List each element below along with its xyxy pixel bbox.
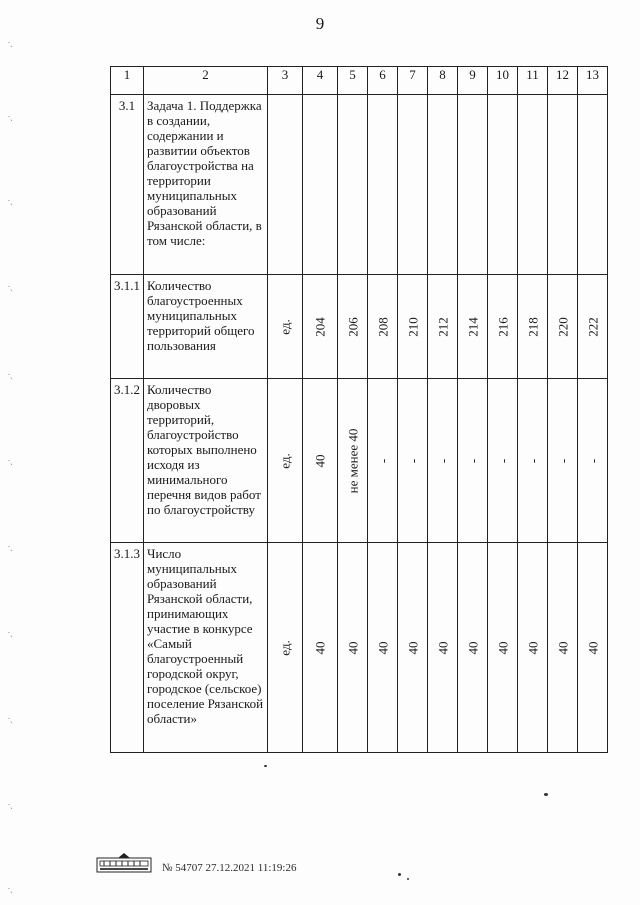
unit-text: ед. [277, 452, 293, 469]
row-description: Задача 1. Поддержка в создании, содержании и развитии объектов благоустройства на территории муниципальных образований Рязанской области, в том числе: [144, 95, 268, 275]
column-header: 8 [428, 67, 458, 95]
value-cell [578, 543, 608, 753]
value-cell [578, 275, 608, 379]
value-text: - [375, 458, 390, 463]
value-text: - [585, 458, 600, 463]
value-text: 40 [345, 641, 360, 654]
column-header: 5 [338, 67, 368, 95]
value-text: 216 [495, 316, 510, 337]
scan-mark [8, 38, 18, 44]
value-cell [303, 275, 338, 379]
value-cell [303, 543, 338, 753]
column-header: 11 [518, 67, 548, 95]
value-text: 40 [555, 641, 570, 654]
value-cell [428, 543, 458, 753]
value-text: - [405, 458, 420, 463]
value-text: 212 [435, 316, 450, 337]
value-text: 210 [405, 316, 420, 337]
value-cell [368, 95, 398, 275]
scan-dot [407, 878, 409, 880]
value-text: - [435, 458, 450, 463]
value-cell [458, 95, 488, 275]
unit-cell [268, 379, 303, 543]
value-cell [458, 379, 488, 543]
value-text: 204 [312, 316, 328, 337]
value-cell [398, 379, 428, 543]
value-cell [548, 95, 578, 275]
value-cell [488, 543, 518, 753]
value-cell [488, 95, 518, 275]
row-description: Количество дворовых территорий, благоустройство которых выполнено исходя из минимального перечня видов работ по благоустройству [144, 379, 268, 543]
page-number: 9 [315, 14, 325, 33]
value-cell [303, 95, 338, 275]
column-header: 13 [578, 67, 608, 95]
scan-mark [8, 370, 18, 376]
value-cell [548, 543, 578, 753]
scan-mark [8, 456, 18, 462]
column-header: 3 [268, 67, 303, 95]
row-description: Число муниципальных образований Рязанской области, принимающих участие в конкурсе «Самый благоустроенный городской округ, городское (сельское) поселение Рязанской области» [144, 543, 268, 753]
value-cell [398, 543, 428, 753]
value-text: 40 [435, 641, 450, 654]
value-text: 40 [465, 641, 480, 654]
value-text: 206 [345, 316, 360, 337]
scan-mark [8, 112, 18, 118]
value-cell [338, 95, 368, 275]
scan-mark [8, 542, 18, 548]
row-number: 3.1.3 [111, 543, 144, 753]
value-cell [398, 95, 428, 275]
row-description: Количество благоустроенных муниципальных территорий общего пользования [144, 275, 268, 379]
unit-cell [268, 543, 303, 753]
table-row [111, 543, 608, 753]
value-text: 40 [525, 641, 540, 654]
scan-mark [8, 800, 18, 806]
value-text: - [495, 458, 510, 463]
value-cell [488, 379, 518, 543]
row-number: 3.1 [111, 95, 144, 275]
value-text: не менее 40 [345, 428, 360, 493]
scan-mark [8, 884, 18, 890]
value-text: 208 [375, 316, 390, 337]
value-text: 40 [375, 641, 390, 654]
scan-mark [8, 714, 18, 720]
value-text: 222 [585, 316, 600, 337]
value-cell [398, 275, 428, 379]
scan-mark [8, 196, 18, 202]
value-cell [458, 275, 488, 379]
value-cell [458, 543, 488, 753]
value-cell [368, 543, 398, 753]
value-cell [338, 275, 368, 379]
value-cell [518, 95, 548, 275]
value-cell [518, 275, 548, 379]
value-cell [338, 543, 368, 753]
value-cell [578, 379, 608, 543]
unit-cell [268, 275, 303, 379]
value-cell [578, 95, 608, 275]
value-cell [518, 379, 548, 543]
value-cell [338, 379, 368, 543]
registration-number: № 54707 27.12.2021 11:19:26 [162, 862, 297, 874]
value-cell [518, 543, 548, 753]
value-text: 40 [495, 641, 510, 654]
column-header: 12 [548, 67, 578, 95]
value-text: 214 [465, 316, 480, 337]
value-cell [548, 379, 578, 543]
scan-dot [544, 793, 548, 796]
value-cell [428, 379, 458, 543]
indicators-table [110, 66, 608, 753]
row-number: 3.1.2 [111, 379, 144, 543]
value-cell [548, 275, 578, 379]
value-cell [488, 275, 518, 379]
scan-dot [264, 765, 267, 767]
unit-cell [268, 95, 303, 275]
table-row [111, 95, 608, 275]
value-cell [368, 275, 398, 379]
unit-text: ед. [277, 639, 293, 656]
value-text: 220 [555, 316, 570, 337]
header-row [111, 67, 608, 95]
value-text: - [525, 458, 540, 463]
value-cell [368, 379, 398, 543]
column-header: 6 [368, 67, 398, 95]
value-text: - [555, 458, 570, 463]
table-row [111, 379, 608, 543]
value-cell [303, 379, 338, 543]
value-text: - [465, 458, 480, 463]
column-header: 2 [144, 67, 268, 95]
column-header: 7 [398, 67, 428, 95]
value-text: 40 [585, 641, 600, 654]
value-cell [428, 275, 458, 379]
government-building-seal-icon [96, 852, 152, 876]
table-row [111, 275, 608, 379]
value-text: 218 [525, 316, 540, 337]
row-number: 3.1.1 [111, 275, 144, 379]
column-header: 1 [111, 67, 144, 95]
value-cell [428, 95, 458, 275]
column-header: 9 [458, 67, 488, 95]
value-text: 40 [312, 454, 328, 467]
value-text: 40 [312, 641, 328, 654]
scan-dot [398, 873, 401, 876]
unit-text: ед. [277, 318, 293, 335]
scan-mark [8, 628, 18, 634]
column-header: 4 [303, 67, 338, 95]
column-header: 10 [488, 67, 518, 95]
value-text: 40 [405, 641, 420, 654]
scan-mark [8, 282, 18, 288]
